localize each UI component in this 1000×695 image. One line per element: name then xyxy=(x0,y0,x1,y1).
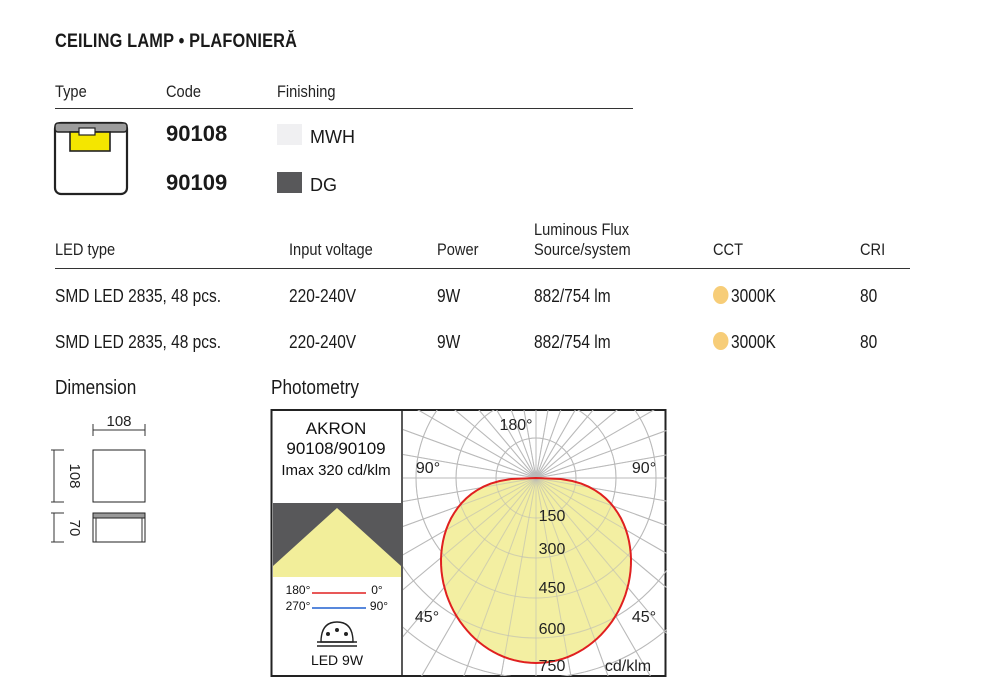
angle-90-right-label: 90° xyxy=(631,460,657,477)
code-90108: 90108 xyxy=(166,121,228,146)
legend-0: 0° xyxy=(371,583,383,597)
width-dimension: 108 xyxy=(106,413,132,430)
type-header: Type xyxy=(55,82,87,101)
imax-value: Imax 320 cd/klm xyxy=(281,462,391,479)
row2-power: 9W xyxy=(437,332,461,352)
depth-dimension: 108 xyxy=(66,463,83,489)
finish-dg: DG xyxy=(310,175,337,195)
cct-color-dot xyxy=(713,286,728,304)
unit-label: cd/klm xyxy=(604,658,652,675)
dimension-label: Dimension xyxy=(55,377,137,399)
row2-flux: 882/754 lm xyxy=(534,332,611,352)
angle-45-right-label: 45° xyxy=(631,609,657,626)
page-title: CEILING LAMP • PLAFONIERĂ xyxy=(55,31,298,52)
model-codes: 90108/90109 xyxy=(286,439,386,458)
ring-value-label: 750 xyxy=(538,658,566,675)
ring-value-label: 300 xyxy=(538,541,566,558)
spec-divider xyxy=(55,268,910,269)
row1-cct-value: 3000K xyxy=(731,286,776,306)
angle-45-left-label: 45° xyxy=(414,609,440,626)
row2-led-type: SMD LED 2835, 48 pcs. xyxy=(55,332,222,352)
ring-value-label: 600 xyxy=(538,621,566,638)
header-divider xyxy=(55,108,633,109)
finish-swatch-mwh xyxy=(277,124,302,145)
ring-value-label: 450 xyxy=(538,580,566,597)
cri-header: CRI xyxy=(860,240,886,259)
angle-180-label: 180° xyxy=(499,417,533,434)
flux-header-line2: Source/system xyxy=(534,240,631,259)
row1-cri: 80 xyxy=(860,286,878,306)
lamp-label: LED 9W xyxy=(310,652,364,668)
angle-90-left-label: 90° xyxy=(415,460,441,477)
row1-voltage: 220-240V xyxy=(289,286,357,306)
power-header: Power xyxy=(437,240,479,259)
ring-value-label: 150 xyxy=(538,508,566,525)
row2-cct-value: 3000K xyxy=(731,332,776,352)
finishing-header: Finishing xyxy=(277,82,336,101)
flux-header-line1: Luminous Flux xyxy=(534,220,630,239)
row1-power: 9W xyxy=(437,286,461,306)
model-name: AKRON xyxy=(305,419,367,438)
legend-90: 90° xyxy=(369,599,389,613)
beam-illustration xyxy=(273,503,401,577)
row2-voltage: 220-240V xyxy=(289,332,357,352)
finish-swatch-dg xyxy=(277,172,302,193)
legend-180: 180° xyxy=(285,583,311,597)
led-type-header: LED type xyxy=(55,240,116,259)
row1-led-type: SMD LED 2835, 48 pcs. xyxy=(55,286,222,306)
input-voltage-header: Input voltage xyxy=(289,240,373,259)
cct-color-dot xyxy=(713,332,728,350)
legend-270: 270° xyxy=(285,599,311,613)
cct-header: CCT xyxy=(713,240,744,259)
row2-cri: 80 xyxy=(860,332,878,352)
photometry-panel xyxy=(270,408,670,680)
code-header: Code xyxy=(166,82,201,101)
photometry-label: Photometry xyxy=(271,377,359,399)
ceiling-lamp-icon xyxy=(53,120,133,198)
height-dimension: 70 xyxy=(66,519,83,537)
dimension-drawing xyxy=(48,408,158,558)
row2-cct xyxy=(713,332,776,353)
row1-flux: 882/754 lm xyxy=(534,286,611,306)
row1-cct xyxy=(713,286,776,307)
finish-mwh: MWH xyxy=(310,127,355,147)
code-90109: 90109 xyxy=(166,170,228,195)
